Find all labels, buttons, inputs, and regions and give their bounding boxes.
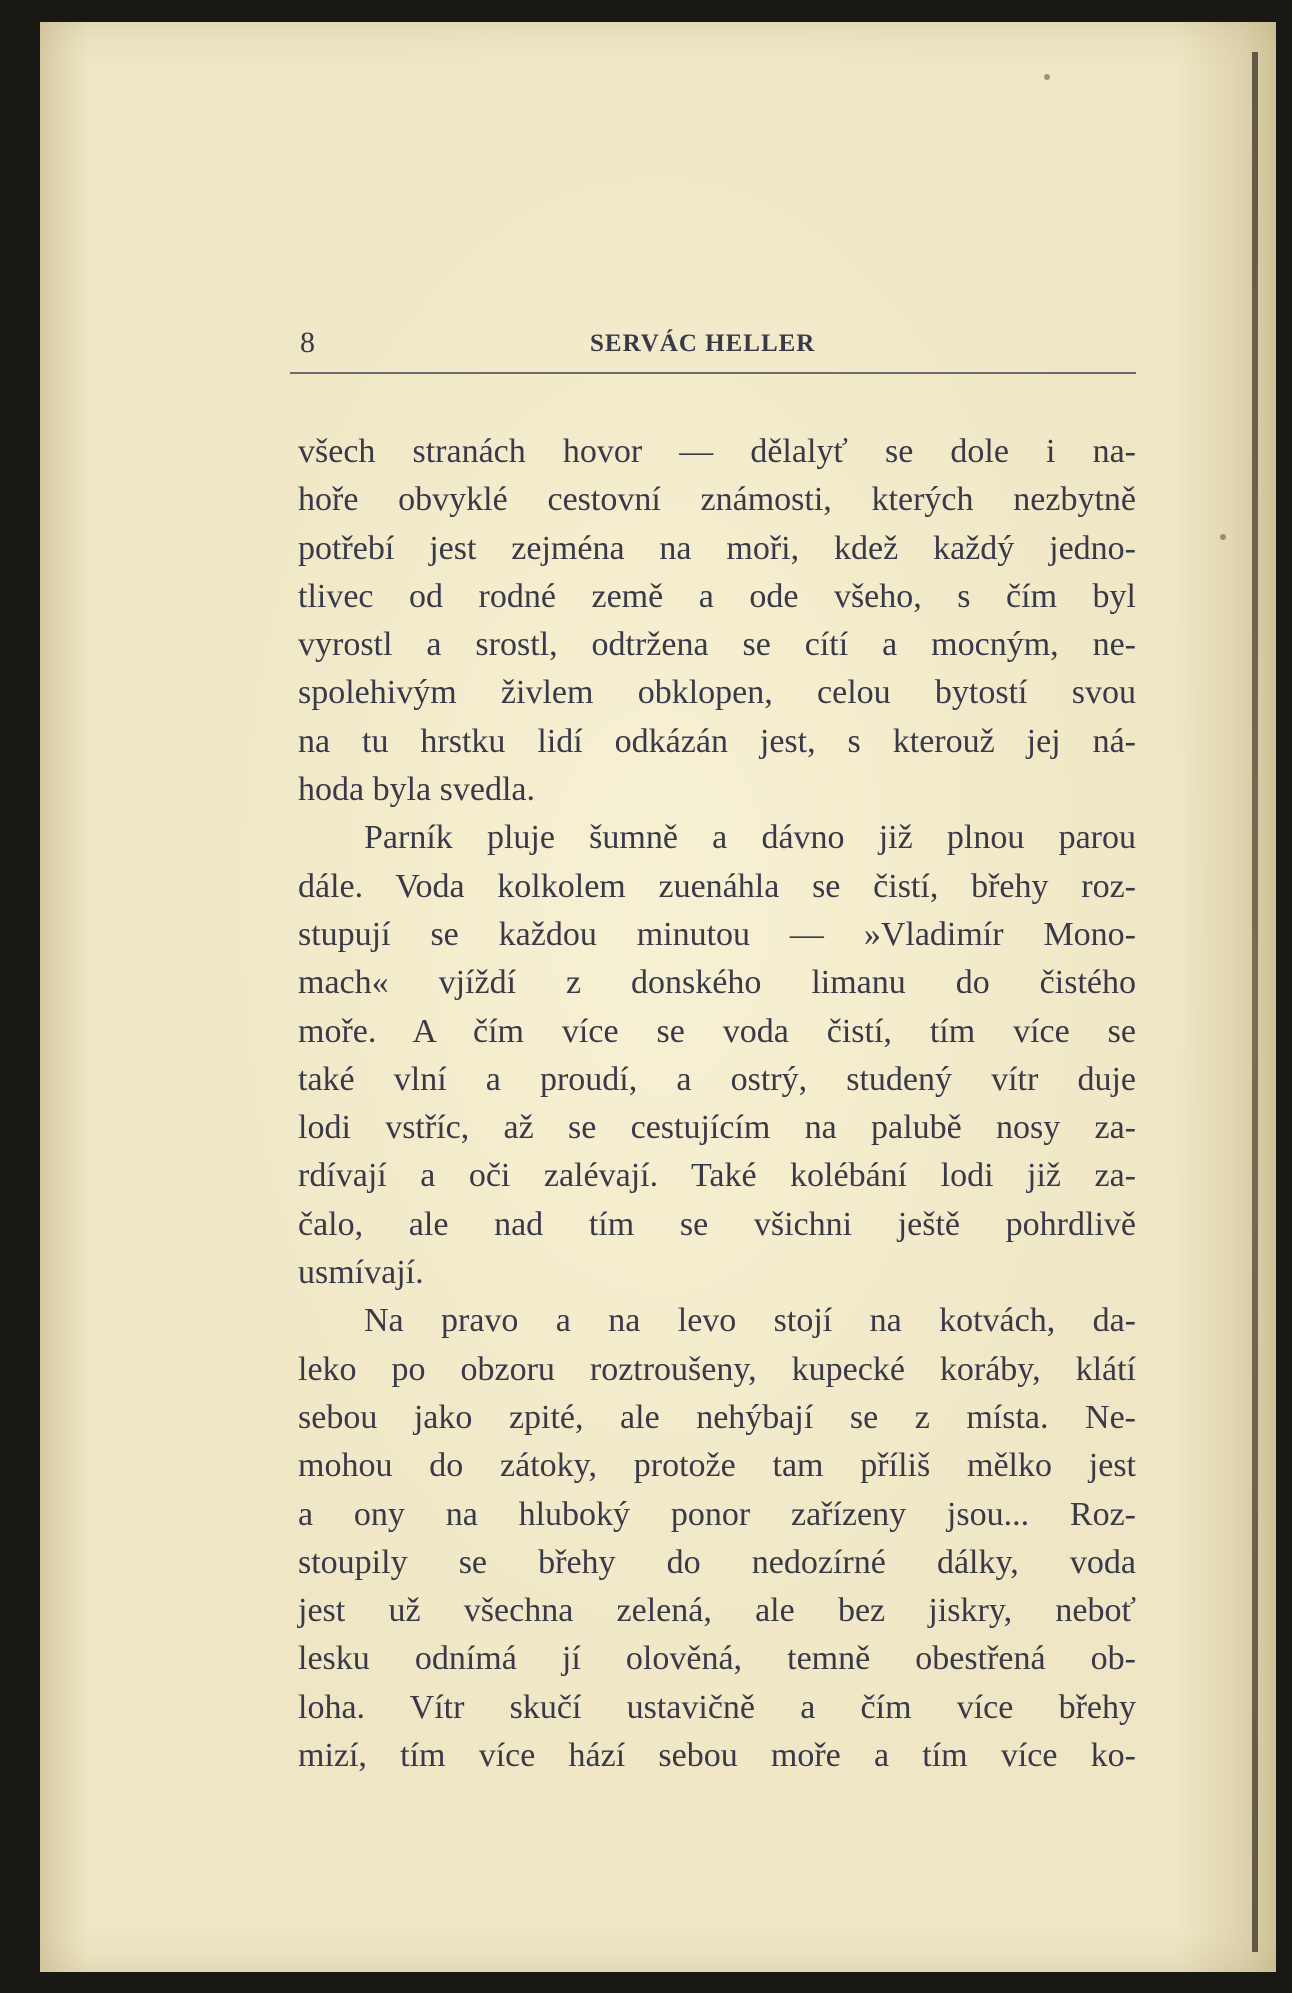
text-line: také vlní a proudí, a ostrý, studený vítr duje xyxy=(298,1060,1136,1098)
text-line: lesku odnímá jí olověná, temně obestřená ob- xyxy=(298,1640,1136,1678)
paper-speck xyxy=(1044,74,1050,80)
text-line: na tu hrstku lidí odkázán jest, s kterouž jej ná- xyxy=(298,722,1136,760)
header-rule xyxy=(290,372,1136,374)
paper-speck xyxy=(1220,534,1226,540)
text-line: loha. Vítr skučí ustavičně a čím více břehy xyxy=(298,1688,1136,1726)
text-line: mach« vjíždí z donského limanu do čistého xyxy=(298,964,1136,1002)
text-line: lodi vstříc, až se cestujícím na palubě nosy za- xyxy=(298,1109,1136,1147)
running-title: SERVÁC HELLER xyxy=(590,330,816,357)
text-line: dále. Voda kolkolem zuenáhla se čistí, břehy roz- xyxy=(298,867,1136,905)
text-line: jest už všechna zelená, ale bez jiskry, neboť xyxy=(298,1592,1136,1630)
text-line: Parník pluje šumně a dávno již plnou parou xyxy=(364,819,1136,857)
text-line: hoda byla svedla. xyxy=(298,771,535,809)
page-number: 8 xyxy=(300,326,316,359)
text-line: leko po obzoru roztroušeny, kupecké koráby, klátí xyxy=(298,1350,1136,1388)
text-line: hoře obvyklé cestovní známosti, kterých nezbytně xyxy=(298,481,1136,519)
body-text xyxy=(298,428,1136,1780)
text-line: moře. A čím více se voda čistí, tím více se xyxy=(298,1012,1136,1050)
text-line: usmívají. xyxy=(298,1254,424,1292)
page-header xyxy=(260,326,1136,370)
text-line: stoupily se břehy do nedozírné dálky, voda xyxy=(298,1543,1136,1581)
text-line: mohou do zátoky, protože tam příliš mělko jest xyxy=(298,1447,1136,1485)
text-line: a ony na hluboký ponor zařízeny jsou... Roz- xyxy=(298,1495,1136,1533)
text-line: potřebí jest zejména na moři, kdež každý jedno- xyxy=(298,529,1136,567)
text-line: všech stranách hovor — dělalyť se dole i na- xyxy=(298,433,1136,470)
text-line: spolehivým živlem obklopen, celou bytostí svou xyxy=(298,674,1136,712)
text-line: rdívají a oči zalévají. Také kolébání lodi již za- xyxy=(298,1157,1136,1195)
text-line: sebou jako zpité, ale nehýbají se z místa. Ne- xyxy=(298,1398,1136,1436)
text-line: stupují se každou minutou — »Vladimír Mono- xyxy=(298,915,1136,953)
text-line: mizí, tím více hází sebou moře a tím více ko- xyxy=(298,1737,1136,1775)
text-line: Na pravo a na levo stojí na kotvách, da- xyxy=(364,1302,1136,1340)
text-line: vyrostl a srostl, odtržena se cítí a mocným, ne- xyxy=(298,626,1136,664)
page-gutter-edge xyxy=(1252,52,1258,1952)
text-line: čalo, ale nad tím se všichni ještě pohrdlivě xyxy=(298,1205,1136,1243)
text-line: tlivec od rodné země a ode všeho, s čím byl xyxy=(298,577,1136,615)
